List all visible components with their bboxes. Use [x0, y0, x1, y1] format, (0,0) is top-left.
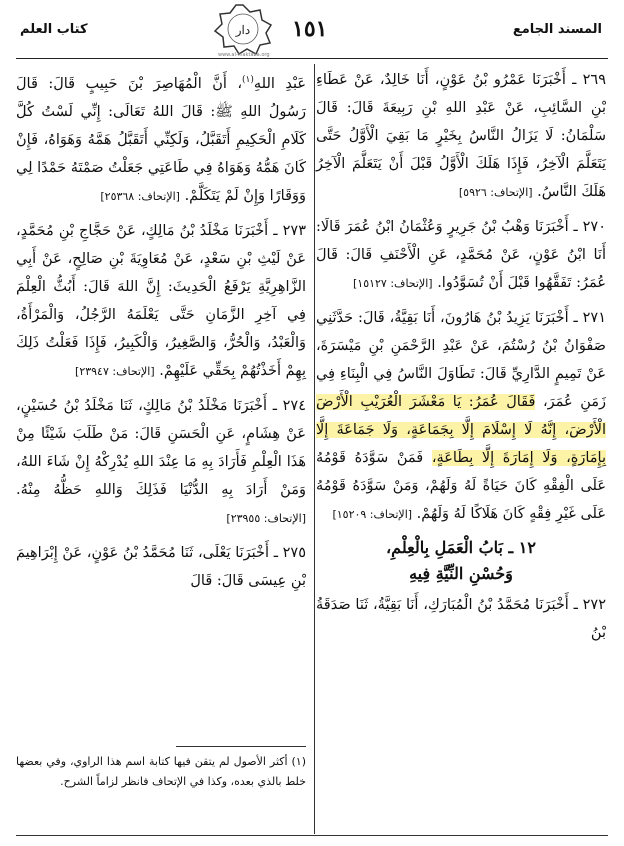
- hadith-273: [16, 217, 306, 386]
- hadith-270: [316, 213, 606, 298]
- footnote: (١) أكثر الأصول لم يتقن فيها كتابة اسم هذا الراوي، وفي بعضها خلط بالذي بعده، وكذا في الإتحاف فانظر لزاماً الشرح.: [16, 755, 306, 788]
- chapter-heading-line-1: ١٢ ـ بَابُ الْعَمَلِ بِالْعِلْمِ،: [386, 538, 536, 557]
- continued-text-a: عَبْدِ اللهِ: [253, 75, 306, 92]
- left-column: [16, 66, 306, 601]
- hadith-274: [16, 392, 306, 533]
- bottom-rule: [16, 835, 608, 836]
- hadith-272-text: ٢٧٢ ـ أَخْبَرَنَا مُحَمَّدُ بْنُ الْمُبَارَكِ، أَنَا بَقِيَّةُ، ثَنَا صَدَقَةُ بْنُ: [316, 597, 606, 641]
- column-divider: [314, 64, 315, 834]
- hadith-274-ref: [الإتحاف: ٢٣٩٥٥]: [226, 511, 306, 525]
- hadith-270-ref: [الإتحاف: ١٥١٢٧]: [353, 277, 433, 290]
- hadith-271-text-a: ٢٧١ ـ أَخْبَرَنَا يَزِيدُ بْنُ هَارُونَ، أَنَا بَقِيَّةُ، قَالَ: حَدَّثَنِي صَفْوَانُ بْنُ رُسْتُمَ، عَنْ عَبْدِ الرَّحْمَنِ بْنِ مَيْسَرَةَ، عَنْ تَمِيمٍ الدَّارِيِّ قَالَ: تَطَاوَلَ النَّاسُ فِي الْبِنَاءِ فِي زَمَنِ عُمَرَ،: [316, 310, 607, 410]
- hadith-271-ref: [الإتحاف: ١٥٢٠٩]: [332, 508, 413, 521]
- chapter-title: كتاب العلم: [20, 22, 88, 37]
- logo-text: دار: [235, 23, 251, 37]
- footnote-rule: [176, 746, 306, 747]
- highlighted-passage[interactable]: فَقَالَ عُمَرُ: يَا مَعْشَرَ الْعُرَيْبِ الْأَرْضَ الْأَرْضَ، إِنَّهُ لَا إِسْلَامَ إِلَّا بِجَمَاعَةٍ، وَلَا جَمَاعَةَ إِلَّا بِإِمَارَةٍ، وَلَا إِمَارَةَ إِلَّا بِطَاعَةٍ،: [316, 394, 606, 466]
- hadith-274-text: ٢٧٤ ـ أَخْبَرَنَا مَخْلَدُ بْنُ مَالِكٍ، ثَنَا مَخْلَدُ بْنُ حُسَيْنٍ، عَنْ هِشَامٍ، عَنِ الْحَسَنِ قَالَ: مَنْ طَلَبَ شَيْئًا مِنْ هَذَا الْعِلْمِ فَأَرَادَ بِهِ مَا عِنْدَ اللهِ يُدْرِكْهُ إِنْ شَاءَ اللهُ، وَمَنْ أَرَادَ بِهِ الدُّنْيَا فَذَلِكَ وَاللهِ حَظُّهُ مِنْهُ.: [16, 397, 306, 498]
- hadith-273-ref: [الإتحاف: ٢٣٩٤٧]: [75, 364, 155, 378]
- chapter-heading: [316, 535, 606, 587]
- hadith-273-text: ٢٧٣ ـ أَخْبَرَنَا مَخْلَدُ بْنُ مَالِكٍ، عَنْ حَجَّاجِ بْنِ مُحَمَّدٍ، عَنْ لَيْثِ بْنِ سَعْدٍ، عَنْ مُعَاوِيَةَ بْنِ صَالِحٍ، عَنْ أَبِي الزَّاهِرِيَّةِ يَرْفَعُ الْحَدِيثَ: إِنَّ اللهَ قَالَ: أَبُثُّ الْعِلْمَ فِي آخِرِ الزَّمَانِ حَتَّى يَعْلَمَهُ الرَّجُلُ، وَالْمَرْأَةُ، وَالْعَبْدُ، وَالْحُرُّ، وَالصَّغِيرُ، وَالْكَبِيرُ، فَإِذَا فَعَلْتُ ذَلِكَ بِهِمْ أَخَذْتُهُمْ بِحَقِّي عَلَيْهِمْ.: [16, 222, 306, 379]
- hadith-272-continued: [16, 66, 306, 211]
- book-title: المسند الجامع: [512, 22, 602, 37]
- chapter-heading-line-2: وَحُسْنِ النِّيَّةِ فِيهِ: [409, 564, 513, 583]
- hadith-271: [316, 304, 606, 529]
- right-column: [316, 66, 606, 653]
- continued-text-b: ، أَنَّ الْمُهَاصِرَ بْنَ حَبِيبٍ قَالَ: قَالَ رَسُولُ اللهِ ﷺ: قَالَ اللهُ تَعَالَى: إِنِّي لَسْتُ كُلَّ كَلَامِ الْحَكِيمِ أَتَقَبَّلُ، وَلَكِنِّي أَتَقَبَّلُ هَمَّهُ وَهَوَاهُ، فَإِنْ كَانَ هَمُّهُ وَهَوَاهُ فِي طَاعَتِي جَعَلْتُ صَمْتَهُ حَمْدًا لِي وَوَقَارًا وَإِنْ لَمْ يَتَكَلَّمْ.: [16, 75, 306, 204]
- hadith-269-text: ٢٦٩ ـ أَخْبَرَنَا عَمْرُو بْنُ عَوْنٍ، أَنَا خَالِدٌ، عَنْ عَطَاءِ بْنِ السَّائِبِ، عَنْ عَبْدِ اللهِ بْنِ رَبِيعَةَ قَالَ: قَالَ سَلْمَانُ: لَا يَزَالُ النَّاسُ بِخَيْرٍ مَا بَقِيَ الْأَوَّلُ حَتَّى يَتَعَلَّمَ الْآخِرُ، فَإِذَا هَلَكَ الْأَوَّلُ قَبْلَ أَنْ يَتَعَلَّمَ الْآخِرُ هَلَكَ النَّاسُ.: [316, 72, 606, 200]
- page-header: [0, 0, 624, 58]
- hadith-270-text: ٢٧٠ ـ أَخْبَرَنَا وَهْبُ بْنُ جَرِيرٍ وَعُثْمَانُ ابْنُ عُمَرَ قَالَا: أَنَا ابْنُ عَوْنٍ، عَنْ مُحَمَّدٍ، عَنِ الْأَحْنَفِ قَالَ: قَالَ عُمَرُ: تَفَقَّهُوا قَبْلَ أَنْ تُسَوَّدُوا.: [316, 219, 606, 291]
- hadith-275: [16, 539, 306, 595]
- header-rule: [16, 58, 608, 59]
- publisher-logo-icon: [212, 2, 274, 56]
- page-number: ١٥١: [292, 16, 328, 42]
- footnote-marker[interactable]: (١): [242, 75, 254, 85]
- hadith-269: [316, 66, 606, 207]
- logo-caption: www.al-maktaba.org: [218, 52, 270, 58]
- hadith-272: [316, 591, 606, 647]
- hadith-271-text-b: فَمَنْ سَوَّدَهُ قَوْمُهُ عَلَى الْفِقْهِ كَانَ حَيَاةً لَهُ وَلَهُمْ، وَمَنْ سَوَّدَهُ قَوْمُهُ عَلَى غَيْرِ فِقْهٍ كَانَ هَلَاكًا لَهُ وَلَهُمْ.: [316, 450, 606, 522]
- hadith-275-text: ٢٧٥ ـ أَخْبَرَنَا يَعْلَى، ثَنَا مُحَمَّدُ بْنُ عَوْنٍ، عَنْ إِبْرَاهِيمَ بْنِ عِيسَى قَالَ: قَالَ: [16, 544, 306, 589]
- hadith-269-ref: [الإتحاف: ٥٩٢٦]: [458, 186, 533, 199]
- continued-ref: [الإتحاف: ٢٥٣٦٨]: [100, 189, 180, 203]
